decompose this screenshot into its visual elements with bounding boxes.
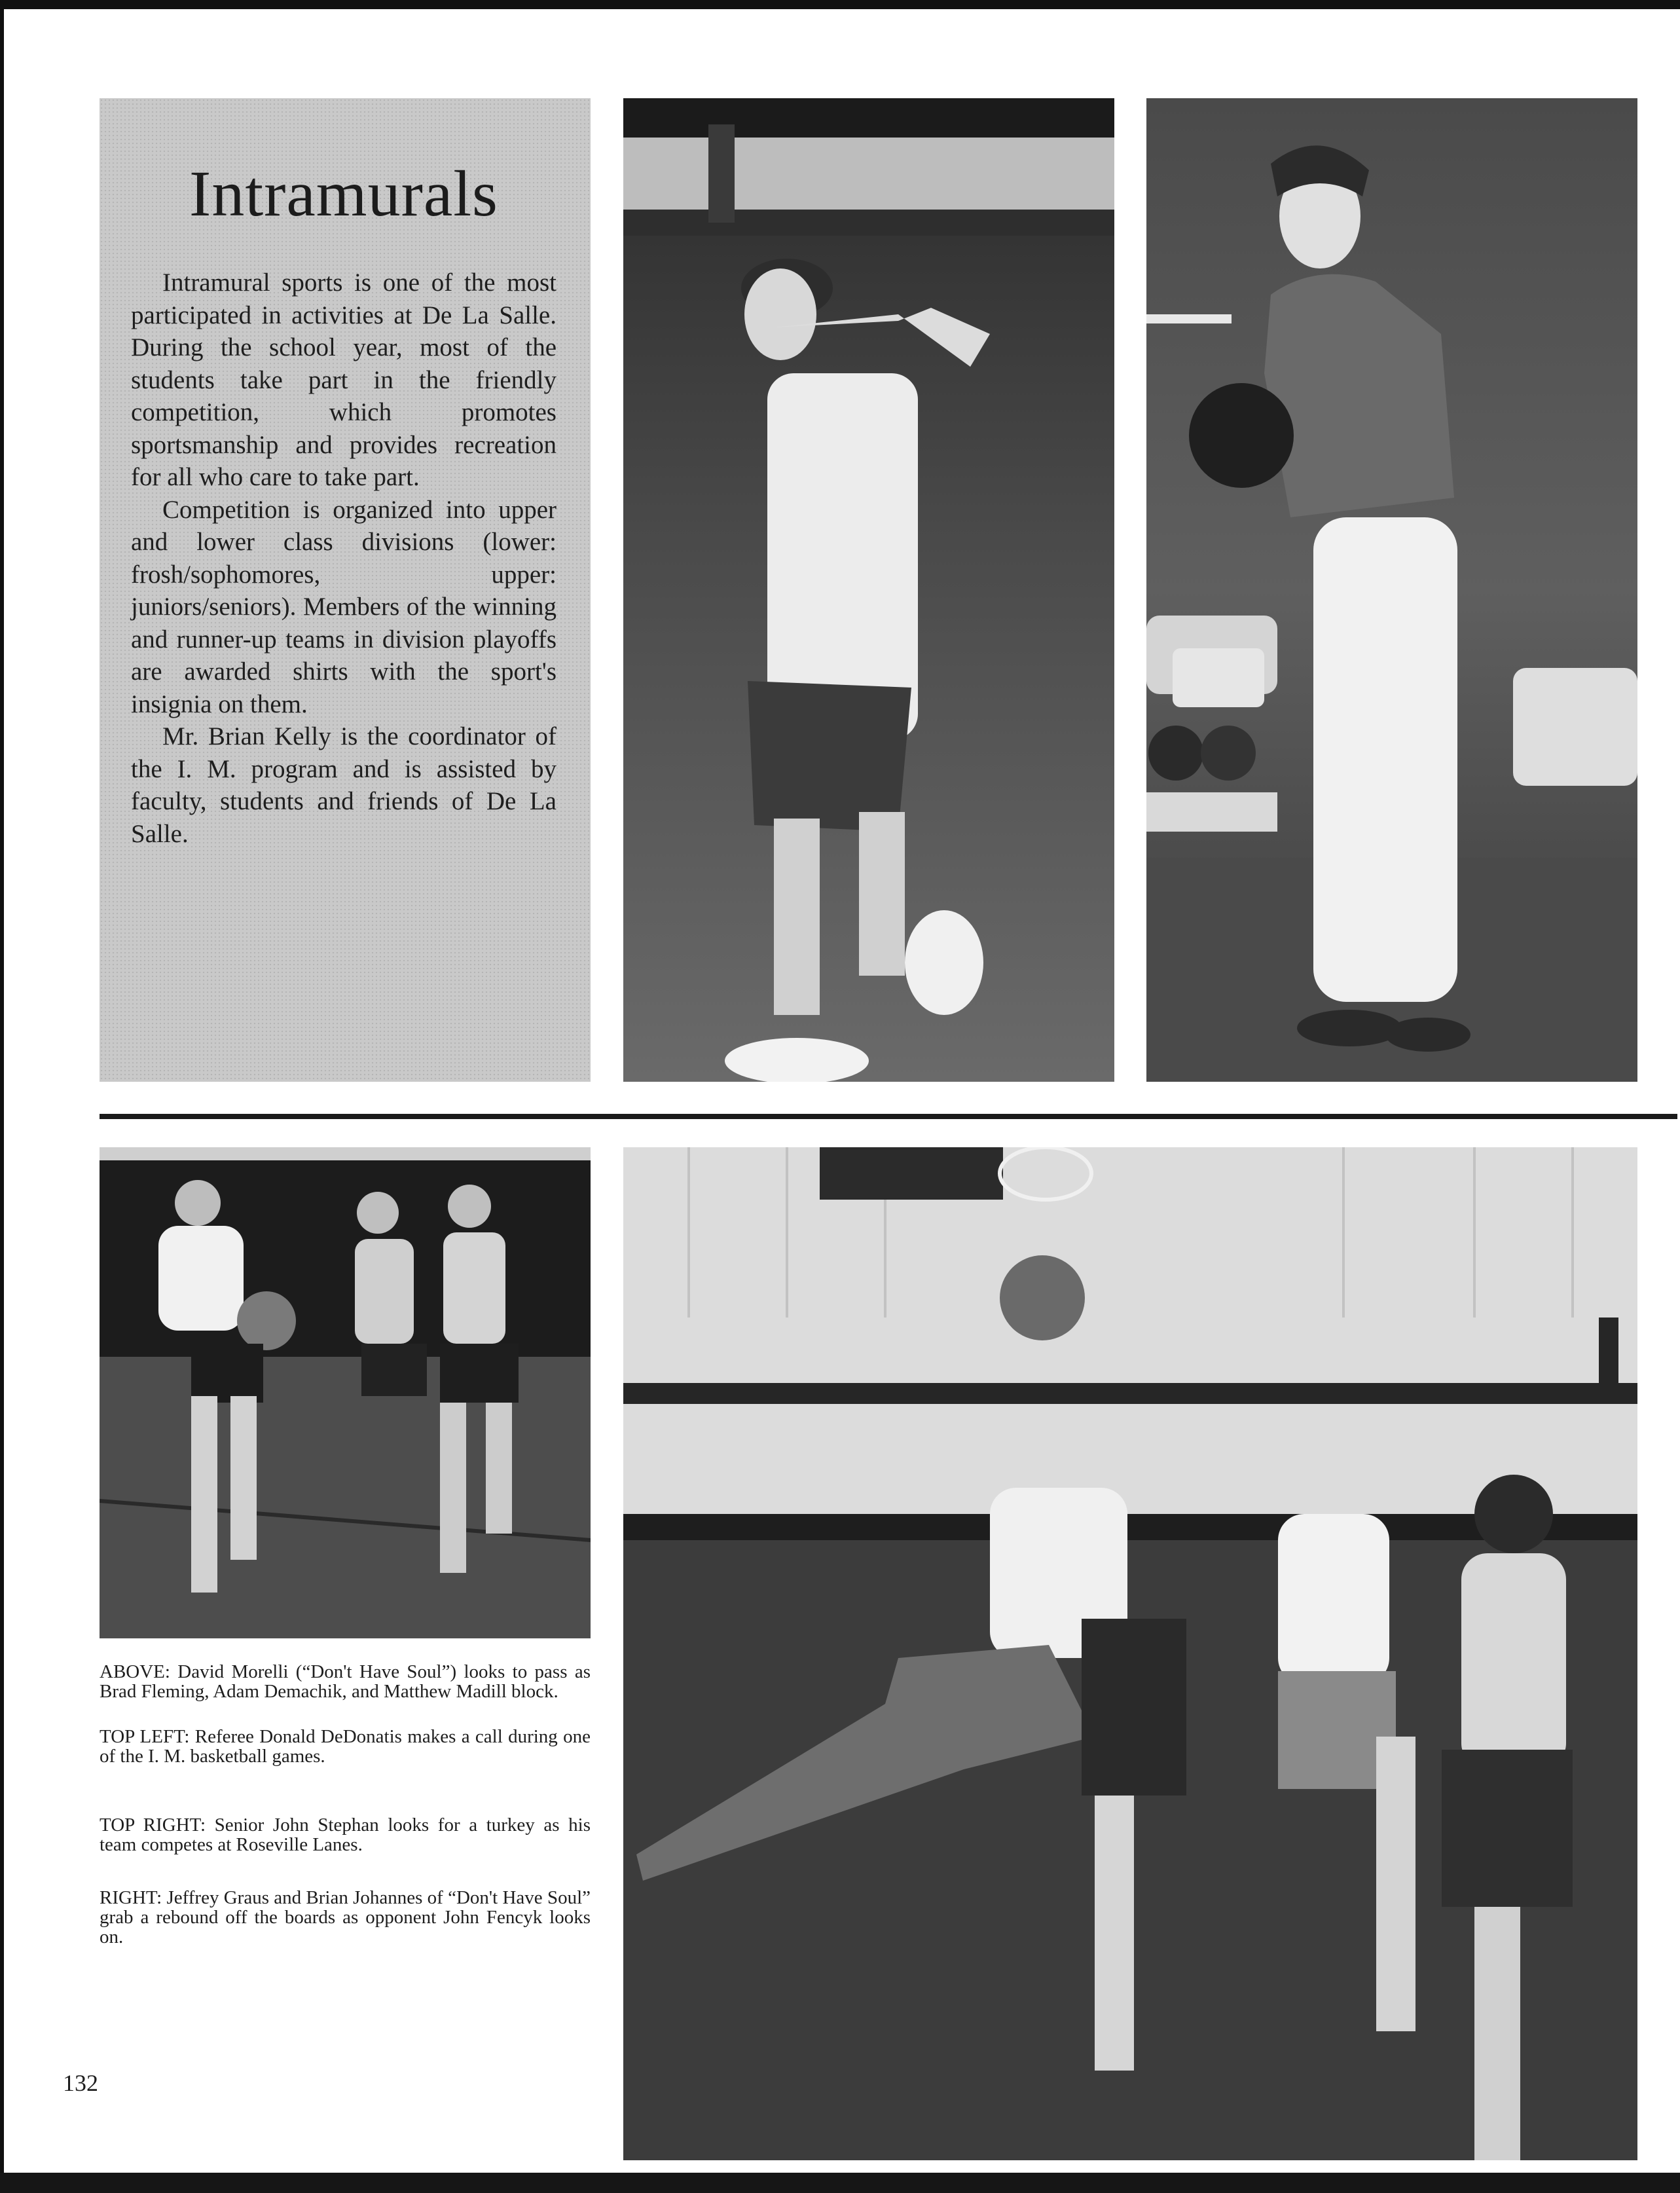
caption-block: [100, 1662, 591, 1947]
photo-referee: [623, 98, 1114, 1082]
intro-paragraph: Mr. Brian Kelly is the coordinator of the I. M. program and is assisted by faculty, students and friends of De La Salle.: [131, 722, 557, 848]
intro-body: [131, 267, 557, 850]
section-divider: [100, 1114, 1677, 1119]
photo-basketball-pass: [100, 1147, 591, 1638]
intro-paragraph: Intramural sports is one of the most participated in activities at De La Salle. During the school year, most of the students take part in the friendly competition, which promotes sportsmanship and provides recreation for all who care to take part.: [131, 268, 557, 491]
photo-rebound: [623, 1147, 1637, 2160]
caption-top-right: TOP RIGHT: Senior John Stephan looks for a turkey as his team competes at Roseville Lanes.: [100, 1815, 591, 1855]
page-title: Intramurals: [189, 157, 498, 230]
photo-bowler: [1146, 98, 1637, 1082]
page-number: 132: [63, 2070, 98, 2096]
bottom-scan-band: [0, 2173, 1680, 2193]
caption-right: RIGHT: Jeffrey Graus and Brian Johannes of “Don't Have Soul” grab a rebound off the boards as opponent John Fencyk looks on.: [100, 1887, 591, 1947]
caption-top-left: TOP LEFT: Referee Donald DeDonatis makes a call during one of the I. M. basketball games.: [100, 1726, 591, 1767]
intro-paragraph: Competition is organized into upper and lower class divisions (lower: frosh/sophomores, upper: juniors/seniors). Members of the winning and runner-up teams in division playoffs are awarded shirts with the sport's insignia on them.: [131, 495, 557, 718]
intro-panel: [100, 98, 591, 1082]
caption-above: ABOVE: David Morelli (“Don't Have Soul”) looks to pass as Brad Fleming, Adam Demachik, and Matthew Madill block.: [100, 1661, 591, 1702]
